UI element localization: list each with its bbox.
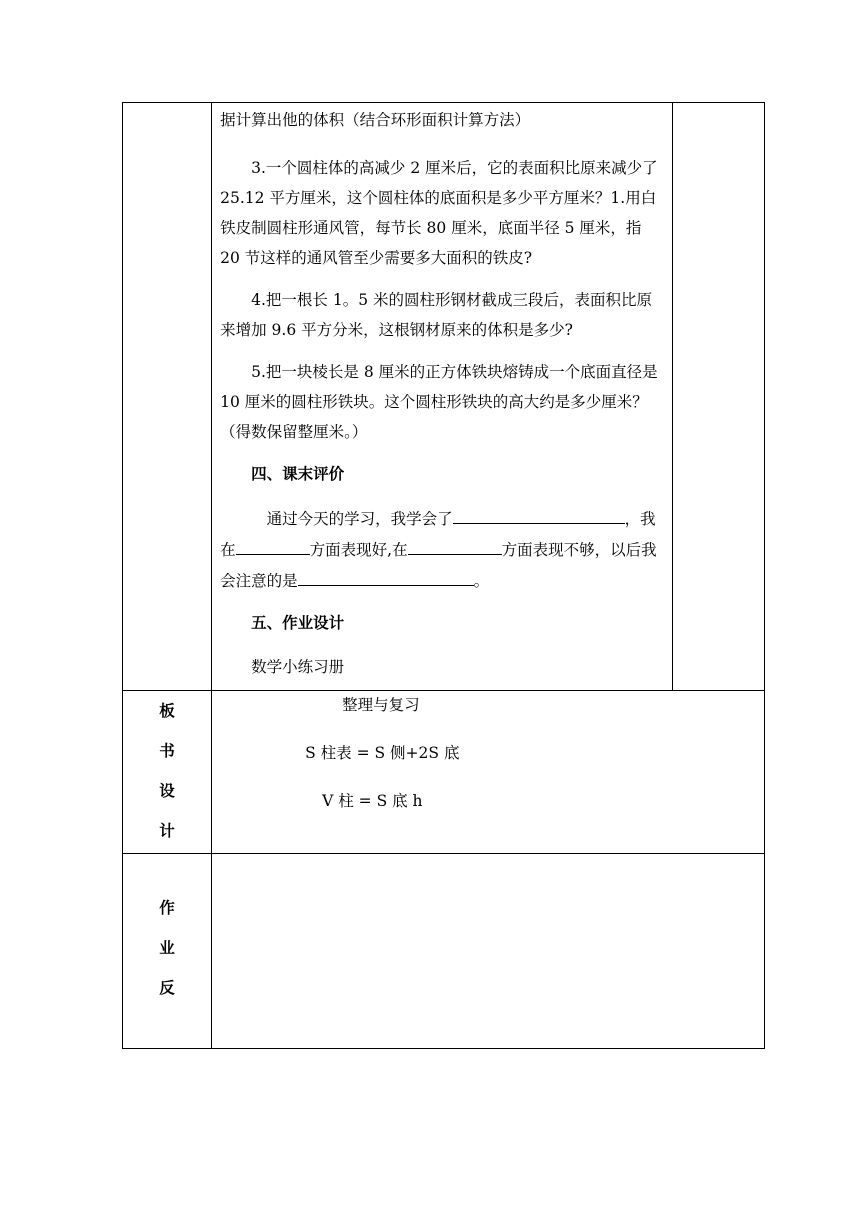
feedback-content-cell[interactable] bbox=[212, 854, 765, 1049]
eval-blank-attention[interactable] bbox=[298, 565, 474, 586]
board-label-char: 计 bbox=[159, 821, 175, 840]
eval-text-4: 方面表现不够，以后我会注意的是 bbox=[220, 541, 657, 590]
eval-blank-good[interactable] bbox=[236, 534, 310, 555]
board-title: 整理与复习 bbox=[342, 696, 420, 714]
volume-formula: V 柱 = S 底 h bbox=[322, 792, 423, 810]
feedback-row bbox=[123, 854, 765, 1049]
feedback-label-char: 反 bbox=[159, 978, 175, 997]
process-row bbox=[123, 103, 765, 691]
section-4-title: 四、课末评价 bbox=[251, 464, 345, 483]
process-content-cell bbox=[212, 103, 673, 691]
eval-text-2: ，我在 bbox=[220, 510, 656, 559]
eval-text-3: 方面表现好,在 bbox=[309, 541, 408, 559]
question-3: 3.一个圆柱体的高减少 2 厘米后，它的表面积比原来减少了 25.12 平方厘米，这个圆柱体的底面积是多少平方厘米？1.用白铁皮制圆柱形通风管，每节长 80 厘米，底面半径 5 厘米，指 20 节这样的通风管至少需要多大面积的铁皮? bbox=[220, 159, 658, 267]
process-label-cell bbox=[123, 103, 212, 691]
feedback-label-char: 作 bbox=[159, 898, 175, 917]
lesson-plan-table bbox=[122, 102, 765, 1049]
question-5: 5.把一块棱长是 8 厘米的正方体铁块熔铸成一个底面直径是 10 厘米的圆柱形铁块。这个圆柱形铁块的高大约是多少厘米？（得数保留整厘米。） bbox=[220, 363, 658, 441]
eval-blank-learned[interactable] bbox=[453, 503, 625, 524]
eval-blank-lacking[interactable] bbox=[408, 534, 502, 555]
section-5-title: 五、作业设计 bbox=[251, 613, 345, 632]
intro-line: 据计算出他的体积（结合环形面积计算方法） bbox=[220, 111, 531, 129]
board-label-cell bbox=[123, 691, 212, 854]
board-content-cell bbox=[212, 691, 765, 854]
feedback-label-char: 业 bbox=[159, 938, 175, 957]
feedback-label-cell bbox=[123, 854, 212, 1049]
eval-text-5: 。 bbox=[473, 572, 490, 590]
board-label-char: 设 bbox=[159, 781, 175, 800]
board-label-char: 书 bbox=[159, 741, 175, 760]
board-label-char: 板 bbox=[159, 701, 175, 720]
eval-text-1: 通过今天的学习，我学会了 bbox=[266, 510, 453, 528]
notes-cell bbox=[672, 103, 764, 691]
question-4: 4.把一根长 1。5 米的圆柱形钢材截成三段后，表面积比原来增加 9.6 平方分米，这根钢材原来的体积是多少? bbox=[220, 291, 652, 339]
evaluation-paragraph bbox=[220, 503, 666, 596]
board-row bbox=[123, 691, 765, 854]
surface-area-formula: S 柱表 = S 侧+2S 底 bbox=[305, 744, 460, 762]
homework-text: 数学小练习册 bbox=[251, 658, 345, 676]
